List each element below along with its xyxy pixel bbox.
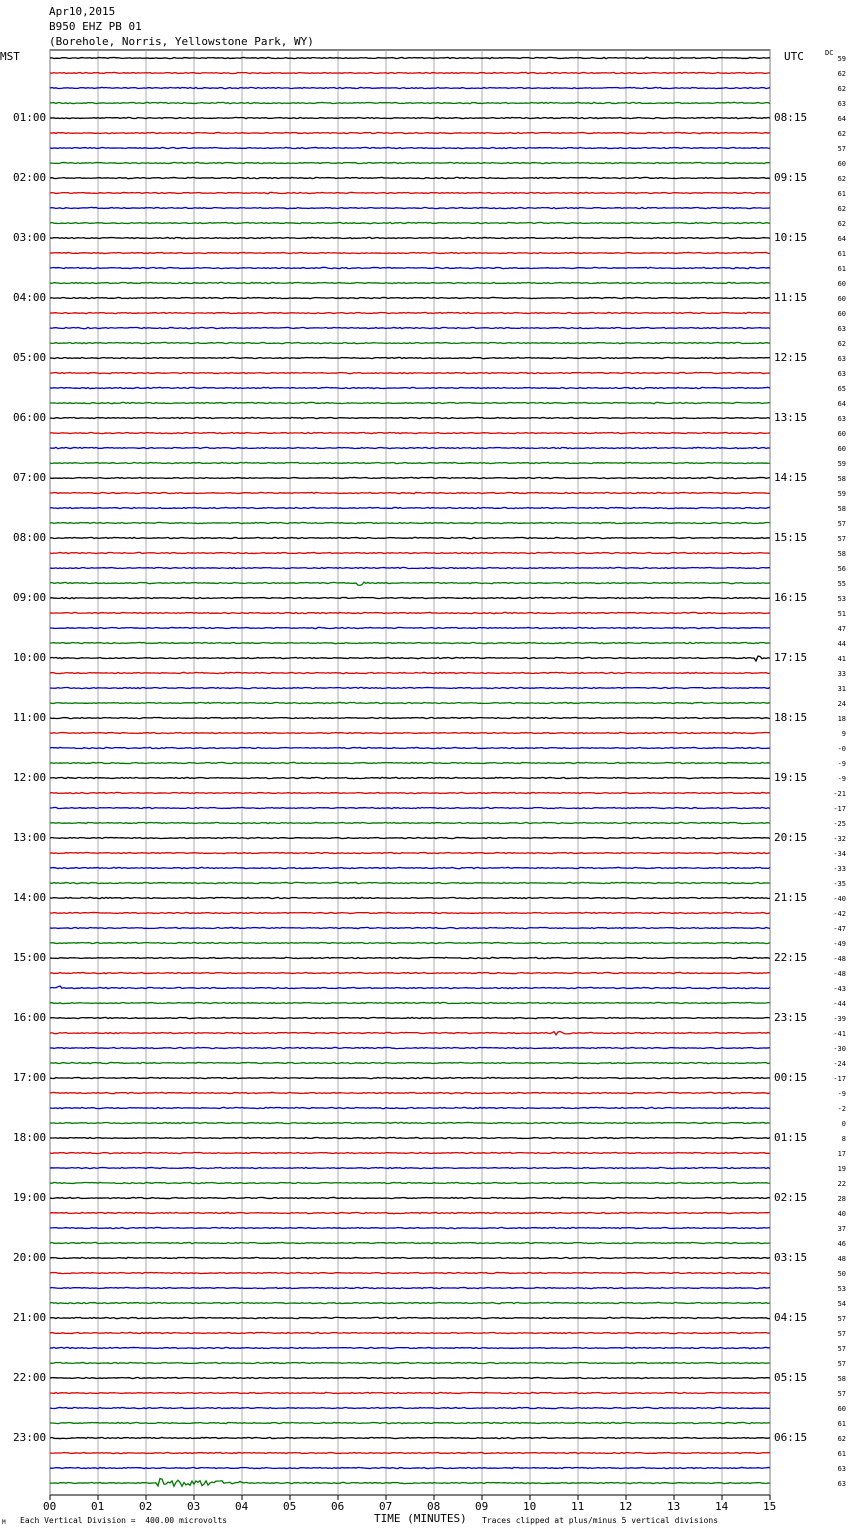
dc-offset-label: -17 (833, 1075, 846, 1083)
trace-row-27 (50, 462, 770, 463)
trace-row-62 (50, 986, 770, 989)
trace-row-88 (50, 1377, 770, 1378)
trace-row-8 (50, 177, 770, 178)
trace-row-23 (50, 402, 770, 403)
dc-offset-label: 41 (837, 655, 846, 663)
trace-row-93 (50, 1452, 770, 1453)
x-tick-label-07: 07 (379, 1500, 393, 1513)
dc-offset-label: -42 (833, 910, 846, 918)
trace-row-41 (50, 672, 770, 673)
dc-offset-label: 61 (837, 1420, 846, 1428)
trace-row-6 (50, 147, 770, 148)
dc-offset-label: 58 (837, 1375, 846, 1383)
right-hour-label: 19:15 (774, 771, 808, 784)
right-hour-label: 11:15 (774, 291, 808, 304)
dc-offset-label: 57 (837, 1360, 846, 1368)
left-hour-label: 03:00 (13, 231, 47, 244)
trace-row-84 (50, 1317, 770, 1318)
trace-row-77 (50, 1212, 770, 1213)
trace-row-69 (50, 1092, 770, 1093)
dc-offset-label: 60 (837, 160, 846, 168)
left-hour-label: 19:00 (13, 1191, 47, 1204)
x-tick-label-05: 05 (283, 1500, 297, 1513)
dc-offset-label: 46 (837, 1240, 846, 1248)
x-tick-label-03: 03 (187, 1500, 201, 1513)
dc-offset-label: 61 (837, 265, 846, 273)
dc-offset-label: -44 (833, 1000, 846, 1008)
dc-offset-label: 62 (837, 1435, 846, 1443)
dc-offset-label: 50 (837, 1270, 846, 1278)
dc-offset-label: 63 (837, 1480, 846, 1488)
left-hour-label: 13:00 (13, 831, 47, 844)
trace-row-12 (50, 237, 770, 238)
right-hour-label: 22:15 (774, 951, 808, 964)
dc-offset-label: 63 (837, 100, 846, 108)
trace-row-66 (50, 1047, 770, 1048)
dc-offset-label: 53 (837, 595, 846, 603)
trace-row-34 (50, 567, 770, 568)
dc-offset-label: -25 (833, 820, 846, 828)
dc-offset-label: 48 (837, 1255, 846, 1263)
station-location: (Borehole, Norris, Yellowstone Park, WY) (49, 35, 314, 48)
trace-row-2 (50, 87, 770, 88)
dc-offset-label: 57 (837, 145, 846, 153)
left-hour-label: 20:00 (13, 1251, 47, 1264)
clip-note: Traces clipped at plus/minus 5 vertical divisions (482, 1516, 719, 1525)
trace-row-53 (50, 852, 770, 853)
trace-row-45 (50, 732, 770, 733)
right-hour-label: 12:15 (774, 351, 808, 364)
trace-row-43 (50, 702, 770, 703)
left-hour-label: 23:00 (13, 1431, 47, 1444)
trace-row-51 (50, 822, 770, 823)
left-hour-label: 18:00 (13, 1131, 47, 1144)
trace-row-26 (50, 447, 770, 448)
trace-row-91 (50, 1422, 770, 1423)
x-tick-label-13: 13 (667, 1500, 681, 1513)
trace-row-85 (50, 1332, 770, 1333)
trace-row-11 (50, 222, 770, 223)
trace-row-40 (50, 656, 770, 661)
trace-row-89 (50, 1392, 770, 1393)
trace-row-20 (50, 357, 770, 358)
trace-row-29 (50, 492, 770, 493)
x-tick-label-01: 01 (91, 1500, 105, 1513)
trace-row-49 (50, 792, 770, 793)
plot-border (50, 50, 770, 1495)
x-tick-label-09: 09 (475, 1500, 489, 1513)
dc-offset-label: -30 (833, 1045, 846, 1053)
trace-row-4 (50, 117, 770, 118)
trace-row-76 (50, 1197, 770, 1198)
trace-row-67 (50, 1062, 770, 1063)
dc-offset-label: 57 (837, 1345, 846, 1353)
trace-row-80 (50, 1257, 770, 1258)
left-hour-label: 16:00 (13, 1011, 47, 1024)
dc-offset-label: 58 (837, 475, 846, 483)
left-hour-label: 08:00 (13, 531, 47, 544)
trace-row-83 (50, 1302, 770, 1303)
trace-row-17 (50, 312, 770, 313)
trace-row-75 (50, 1182, 770, 1183)
right-hour-label: 14:15 (774, 471, 808, 484)
left-hour-label: 07:00 (13, 471, 47, 484)
dc-offset-label: -9 (837, 775, 846, 783)
dc-offset-label: 22 (837, 1180, 846, 1188)
trace-row-9 (50, 192, 770, 193)
right-hour-label: 13:15 (774, 411, 808, 424)
trace-row-55 (50, 882, 770, 883)
dc-offset-label: -24 (833, 1060, 846, 1068)
right-hour-label: 17:15 (774, 651, 808, 664)
dc-offset-label: 56 (837, 565, 846, 573)
x-tick-label-00: 00 (43, 1500, 57, 1513)
trace-row-47 (50, 762, 770, 763)
trace-row-95 (50, 1479, 770, 1487)
trace-row-50 (50, 807, 770, 808)
dc-offset-label: 63 (837, 370, 846, 378)
dc-offset-label: -48 (833, 955, 846, 963)
trace-row-7 (50, 162, 770, 163)
dc-offset-label: -9 (837, 760, 846, 768)
trace-row-65 (50, 1032, 770, 1035)
left-hour-label: 14:00 (13, 891, 47, 904)
dc-offset-label: 9 (841, 730, 846, 738)
trace-row-82 (50, 1287, 770, 1288)
left-hour-label: 15:00 (13, 951, 47, 964)
trace-row-21 (50, 372, 770, 373)
trace-row-25 (50, 432, 770, 433)
right-hour-label: 04:15 (774, 1311, 808, 1324)
trace-row-15 (50, 282, 770, 283)
right-hour-label: 02:15 (774, 1191, 808, 1204)
trace-row-64 (50, 1017, 770, 1018)
trace-row-22 (50, 387, 770, 388)
dc-offset-label: -21 (833, 790, 846, 798)
left-hour-label: 04:00 (13, 291, 47, 304)
left-hour-label: 22:00 (13, 1371, 47, 1384)
x-tick-label-15: 15 (763, 1500, 777, 1513)
dc-offset-label: -0 (837, 745, 846, 753)
scale-note: Each Vertical Division = 400.00 microvolts (20, 1516, 228, 1525)
dc-offset-label: 61 (837, 250, 846, 258)
trace-row-73 (50, 1152, 770, 1153)
dc-offset-label: -17 (833, 805, 846, 813)
trace-row-56 (50, 897, 770, 898)
trace-row-81 (50, 1272, 770, 1273)
trace-row-61 (50, 972, 770, 973)
left-hour-label: 21:00 (13, 1311, 47, 1324)
dc-offset-label: 63 (837, 325, 846, 333)
trace-row-52 (50, 837, 770, 838)
x-tick-label-11: 11 (571, 1500, 585, 1513)
dc-offset-label: 59 (837, 460, 846, 468)
dc-offset-label: -33 (833, 865, 846, 873)
trace-row-3 (50, 102, 770, 103)
dc-offset-label: 62 (837, 70, 846, 78)
trace-row-30 (50, 507, 770, 508)
x-tick-label-04: 04 (235, 1500, 249, 1513)
left-hour-label: 11:00 (13, 711, 47, 724)
dc-offset-label: 62 (837, 340, 846, 348)
left-timezone-label: MST (0, 50, 20, 63)
trace-row-10 (50, 207, 770, 208)
trace-row-92 (50, 1437, 770, 1438)
dc-offset-label: 37 (837, 1225, 846, 1233)
trace-row-74 (50, 1167, 770, 1168)
trace-row-19 (50, 342, 770, 343)
x-tick-label-06: 06 (331, 1500, 345, 1513)
dc-offset-label: 33 (837, 670, 846, 678)
dc-offset-label: 60 (837, 445, 846, 453)
trace-row-39 (50, 642, 770, 643)
right-hour-label: 15:15 (774, 531, 808, 544)
dc-header-label: DC (825, 49, 834, 57)
right-hour-label: 01:15 (774, 1131, 808, 1144)
trace-row-0 (50, 57, 770, 58)
corner-mark: M (2, 1519, 6, 1526)
trace-row-54 (50, 867, 770, 868)
dc-offset-label: 60 (837, 280, 846, 288)
trace-row-16 (50, 297, 770, 298)
dc-offset-label: 24 (837, 700, 846, 708)
dc-offset-label: -40 (833, 895, 846, 903)
trace-row-68 (50, 1077, 770, 1078)
trace-row-24 (50, 417, 770, 418)
dc-offset-label: -43 (833, 985, 846, 993)
x-axis-title: TIME (MINUTES) (374, 1512, 467, 1525)
trace-row-42 (50, 687, 770, 688)
trace-row-36 (50, 597, 770, 598)
trace-row-86 (50, 1347, 770, 1348)
dc-offset-label: 60 (837, 295, 846, 303)
dc-offset-label: -32 (833, 835, 846, 843)
dc-offset-label: 55 (837, 580, 846, 588)
dc-offset-label: 61 (837, 1450, 846, 1458)
left-hour-label: 01:00 (13, 111, 47, 124)
trace-row-32 (50, 537, 770, 538)
dc-offset-label: 28 (837, 1195, 846, 1203)
left-hour-label: 12:00 (13, 771, 47, 784)
trace-row-90 (50, 1407, 770, 1408)
right-hour-label: 16:15 (774, 591, 808, 604)
dc-offset-label: 47 (837, 625, 846, 633)
dc-offset-label: -48 (833, 970, 846, 978)
trace-row-59 (50, 942, 770, 943)
dc-offset-label: 64 (837, 400, 846, 408)
trace-row-60 (50, 957, 770, 958)
left-hour-label: 17:00 (13, 1071, 47, 1084)
dc-offset-label: 44 (837, 640, 846, 648)
trace-row-13 (50, 252, 770, 253)
dc-offset-label: 51 (837, 610, 846, 618)
dc-offset-label: 8 (841, 1135, 846, 1143)
dc-offset-label: -39 (833, 1015, 846, 1023)
right-hour-label: 03:15 (774, 1251, 808, 1264)
trace-row-28 (50, 477, 770, 478)
trace-row-57 (50, 912, 770, 913)
dc-offset-label: 61 (837, 190, 846, 198)
right-hour-label: 10:15 (774, 231, 808, 244)
dc-offset-label: 57 (837, 520, 846, 528)
dc-offset-label: 57 (837, 1390, 846, 1398)
trace-row-14 (50, 267, 770, 268)
dc-offset-label: 53 (837, 1285, 846, 1293)
dc-offset-label: 59 (837, 55, 846, 63)
right-hour-label: 06:15 (774, 1431, 808, 1444)
trace-row-78 (50, 1227, 770, 1228)
dc-offset-label: 62 (837, 205, 846, 213)
right-hour-label: 23:15 (774, 1011, 808, 1024)
left-hour-label: 05:00 (13, 351, 47, 364)
dc-offset-label: 63 (837, 355, 846, 363)
trace-row-70 (50, 1107, 770, 1108)
dc-offset-label: 65 (837, 385, 846, 393)
dc-offset-label: -35 (833, 880, 846, 888)
trace-row-79 (50, 1242, 770, 1243)
trace-row-37 (50, 612, 770, 613)
dc-offset-label: 57 (837, 535, 846, 543)
right-hour-label: 18:15 (774, 711, 808, 724)
station-code: B950 EHZ PB 01 (49, 20, 142, 33)
dc-offset-label: 64 (837, 235, 846, 243)
dc-offset-label: 62 (837, 85, 846, 93)
dc-offset-label: 57 (837, 1330, 846, 1338)
dc-offset-label: -49 (833, 940, 846, 948)
right-hour-label: 00:15 (774, 1071, 808, 1084)
dc-offset-label: 19 (837, 1165, 846, 1173)
dc-offset-label: 58 (837, 505, 846, 513)
right-hour-label: 20:15 (774, 831, 808, 844)
dc-offset-label: 18 (837, 715, 846, 723)
x-tick-label-14: 14 (715, 1500, 729, 1513)
right-timezone-label: UTC (784, 50, 804, 63)
trace-row-71 (50, 1122, 770, 1123)
dc-offset-label: -41 (833, 1030, 846, 1038)
x-tick-label-12: 12 (619, 1500, 633, 1513)
dc-offset-label: 62 (837, 175, 846, 183)
right-hour-label: 05:15 (774, 1371, 808, 1384)
trace-row-44 (50, 717, 770, 718)
dc-offset-label: 59 (837, 490, 846, 498)
trace-row-87 (50, 1362, 770, 1363)
trace-row-35 (50, 582, 770, 585)
x-tick-label-02: 02 (139, 1500, 153, 1513)
left-hour-label: 06:00 (13, 411, 47, 424)
x-tick-label-08: 08 (427, 1500, 441, 1513)
trace-row-31 (50, 522, 770, 523)
right-hour-label: 21:15 (774, 891, 808, 904)
dc-offset-label: 58 (837, 550, 846, 558)
trace-row-5 (50, 132, 770, 133)
trace-row-48 (50, 777, 770, 778)
trace-row-94 (50, 1467, 770, 1468)
dc-offset-label: 64 (837, 115, 846, 123)
right-hour-label: 09:15 (774, 171, 808, 184)
dc-offset-label: 60 (837, 310, 846, 318)
dc-offset-label: -47 (833, 925, 846, 933)
dc-offset-label: 62 (837, 130, 846, 138)
left-hour-label: 09:00 (13, 591, 47, 604)
dc-offset-label: 60 (837, 1405, 846, 1413)
dc-offset-label: -9 (837, 1090, 846, 1098)
dc-offset-label: 54 (837, 1300, 846, 1308)
dc-offset-label: 40 (837, 1210, 846, 1218)
left-hour-label: 02:00 (13, 171, 47, 184)
record-date: Apr10,2015 (49, 5, 116, 18)
trace-row-46 (50, 747, 770, 748)
trace-row-58 (50, 927, 770, 928)
dc-offset-label: -34 (833, 850, 846, 858)
dc-offset-label: 31 (837, 685, 846, 693)
x-tick-label-10: 10 (523, 1500, 537, 1513)
dc-offset-label: 63 (837, 1465, 846, 1473)
dc-offset-label: 57 (837, 1315, 846, 1323)
right-hour-label: 08:15 (774, 111, 808, 124)
dc-offset-label: 62 (837, 220, 846, 228)
dc-offset-label: -2 (837, 1105, 846, 1113)
trace-row-63 (50, 1002, 770, 1003)
dc-offset-label: 60 (837, 430, 846, 438)
trace-row-18 (50, 327, 770, 328)
dc-offset-label: 17 (837, 1150, 846, 1158)
trace-row-72 (50, 1137, 770, 1138)
trace-row-33 (50, 552, 770, 553)
trace-row-1 (50, 72, 770, 73)
left-hour-label: 10:00 (13, 651, 47, 664)
trace-row-38 (50, 627, 770, 628)
dc-offset-label: 0 (841, 1120, 846, 1128)
dc-offset-label: 63 (837, 415, 846, 423)
